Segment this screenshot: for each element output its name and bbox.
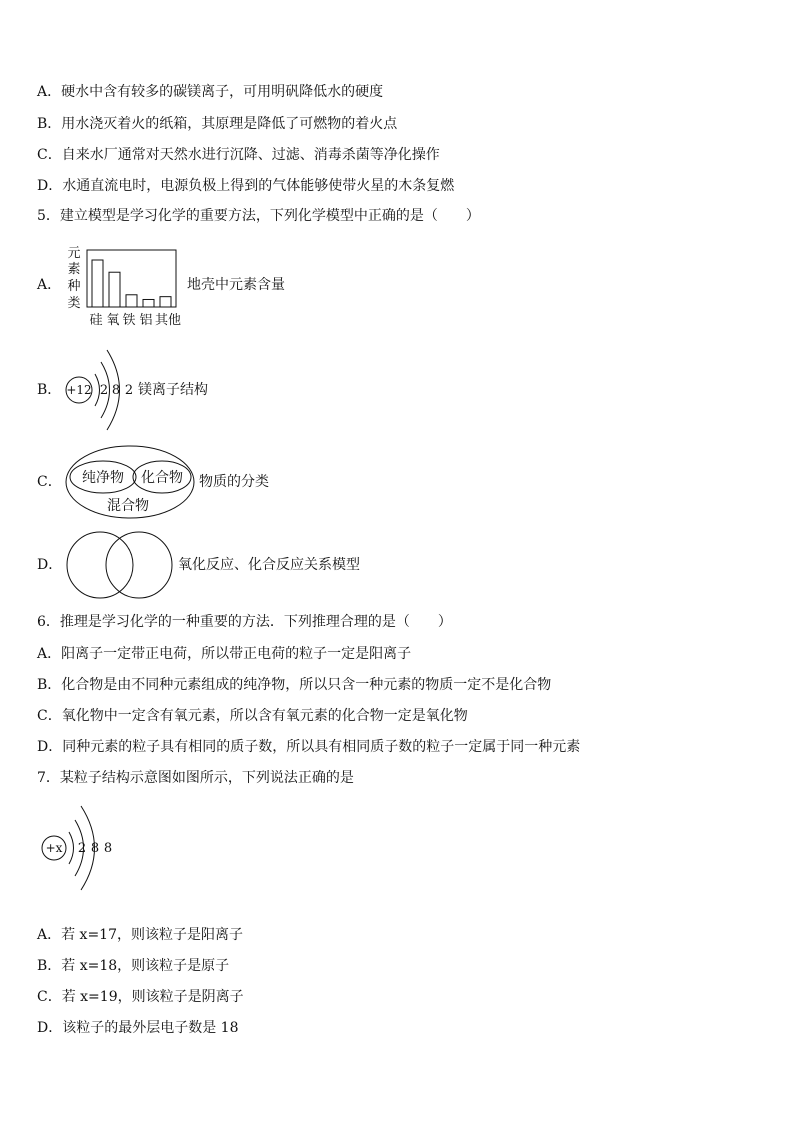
q5-b-caption: 镁离子结构 (138, 382, 208, 398)
inner-left-text: 纯净物 (82, 470, 124, 486)
q5-d-caption: 氧化反应、化合反应关系模型 (178, 557, 360, 573)
category-label: 氧 (106, 313, 120, 328)
q7-diagram (40, 802, 120, 898)
category-label: 铁 (122, 313, 136, 328)
y-axis-label-char: 类 (67, 296, 81, 311)
q5-c-caption: 物质的分类 (199, 474, 269, 490)
q5-d-diagram (64, 530, 176, 604)
category-label: 其他 (154, 313, 182, 328)
q6-stem: 6．推理是学习化学的一种重要的方法．下列推理合理的是（ ） (37, 614, 452, 630)
electron-count: 2 (77, 841, 87, 856)
bar (126, 295, 137, 307)
q6-option-b: B．化合物是由不同种元素组成的纯净物，所以只含一种元素的物质一定不是化合物 (37, 677, 552, 693)
venn-circle-left (67, 532, 133, 598)
electron-count: 8 (111, 383, 121, 398)
y-axis-label-char: 种 (67, 279, 81, 294)
q5-stem: 5．建立模型是学习化学的重要方法，下列化学模型中正确的是（ ） (37, 208, 480, 224)
nucleus-charge: +x (45, 841, 63, 855)
q5-option-a-label: A． (37, 277, 62, 293)
y-axis-label-char: 素 (67, 262, 81, 277)
venn-circle-right (106, 532, 172, 598)
nucleus-charge: +12 (66, 383, 92, 397)
category-label: 硅 (89, 313, 103, 328)
bar (109, 272, 120, 307)
q5-option-d-label: D． (37, 557, 63, 573)
q5-option-b-label: B． (37, 382, 62, 398)
electron-count: 8 (103, 841, 113, 856)
q7-option-b: B．若 x=18，则该粒子是原子 (37, 958, 230, 974)
q5-a-chart (60, 242, 185, 334)
q6-option-a: A．阳离子一定带正电荷，所以带正电荷的粒子一定是阳离子 (37, 646, 412, 662)
q5-a-caption: 地壳中元素含量 (187, 277, 285, 293)
q4-option-c: C．自来水厂通常对天然水进行沉降、过滤、消毒杀菌等净化操作 (37, 147, 440, 163)
inner-right-text: 化合物 (141, 470, 183, 486)
q5-option-c-label: C． (37, 474, 62, 490)
q7-option-c: C．若 x=19，则该粒子是阴离子 (37, 989, 244, 1005)
q7-stem: 7．某粒子结构示意图如图所示，下列说法正确的是 (37, 770, 354, 786)
q5-b-diagram (62, 344, 142, 440)
category-label: 铝 (139, 313, 153, 328)
electron-count: 8 (90, 841, 100, 856)
outer-text: 混合物 (107, 498, 149, 514)
q4-option-a: A．硬水中含有较多的碳镁离子，可用明矾降低水的硬度 (37, 84, 384, 100)
q4-option-d: D．水通直流电时，电源负极上得到的气体能够使带火星的木条复燃 (37, 178, 455, 194)
y-axis-label-char: 元 (67, 246, 81, 261)
q6-option-c: C．氧化物中一定含有氧元素，所以含有氧元素的化合物一定是氧化物 (37, 708, 468, 724)
q5-c-diagram (64, 444, 198, 526)
electron-count: 2 (99, 383, 109, 398)
q4-option-b: B．用水浇灭着火的纸箱，其原理是降低了可燃物的着火点 (37, 116, 398, 132)
q7-option-d: D．该粒子的最外层电子数是 18 (37, 1020, 239, 1036)
electron-count: 2 (124, 383, 134, 398)
q6-option-d: D．同种元素的粒子具有相同的质子数，所以具有相同质子数的粒子一定属于同一种元素 (37, 739, 581, 755)
bar (160, 297, 171, 307)
electron-shell-arc (95, 374, 100, 406)
bar (92, 260, 103, 307)
bar (143, 299, 154, 307)
electron-shell-arc (69, 832, 74, 864)
q7-option-a: A．若 x=17，则该粒子是阳离子 (37, 927, 244, 943)
